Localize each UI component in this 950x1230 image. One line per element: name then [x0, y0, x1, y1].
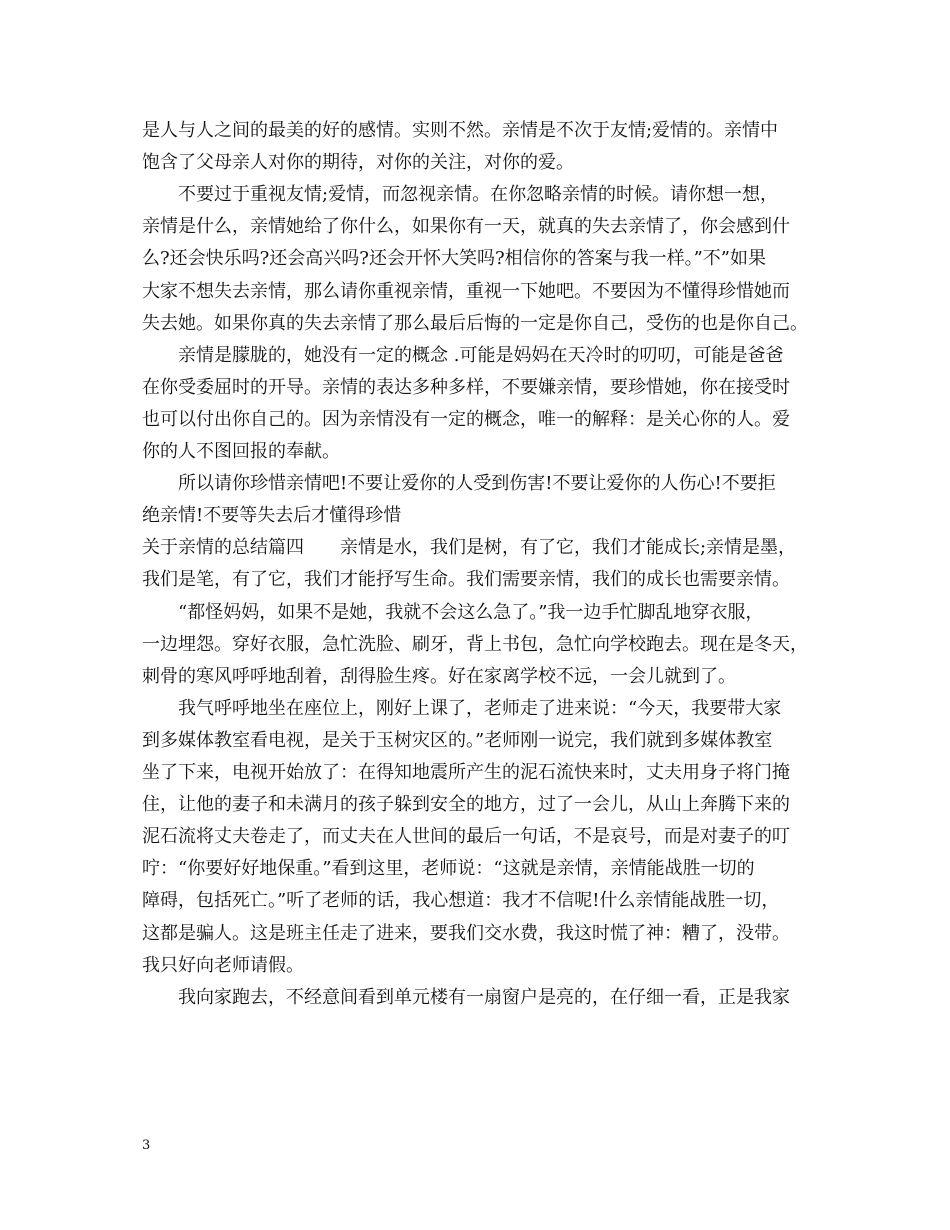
text-line: 所以请你珍惜亲情吧!不要让爱你的人受到伤害!不要让爱你的人伤心!不要拒 [178, 473, 776, 495]
text-line: 我只好向老师请假。 [142, 954, 304, 976]
text-line: 不要过于重视友情;爱情，而忽视亲情。在你忽略亲情的时候。请你想一想， [178, 184, 779, 206]
text-line: 我气呼呼地坐在座位上，刚好上课了，老师走了进来说：“今天，我要带大家 [178, 697, 782, 719]
text-line: 失去她。如果你真的失去亲情了那么最后后悔的一定是你自己，受伤的也是你自己。 [142, 312, 808, 334]
text-line: 我们是笔，有了它，我们才能抒写生命。我们需要亲情，我们的成长也需要亲情。 [142, 569, 790, 591]
page-number: 3 [142, 1138, 151, 1153]
text-line: 咛：“你要好好地保重。”看到这里，老师说：“这就是亲情，亲情能战胜一切的 [142, 858, 755, 880]
text-line: 亲情是什么，亲情她给了你什么，如果你有一天，就真的失去亲情了，你会感到什 [142, 216, 790, 238]
text-line: 也可以付出你自己的。因为亲情没有一定的概念，唯一的解释：是关心你的人。爱 [142, 408, 790, 430]
text-line: 关于亲情的总结篇四 亲情是水，我们是树，有了它，我们才能成长;亲情是墨， [142, 537, 797, 559]
text-line: 是人与人之间的最美的好的感情。实则不然。亲情是不次于友情;爱情的。亲情中 [142, 120, 779, 141]
text-line: 障碍，包括死亡。”听了老师的话，我心想道：我才不信呢!什么亲情能战胜一切， [142, 890, 780, 912]
text-line: “都怪妈妈，如果不是她，我就不会这么急了。”我一边手忙脚乱地穿衣服， [178, 601, 764, 623]
text-line: 在你受委屈时的开导。亲情的表达多种多样，不要嫌亲情，要珍惜她，你在接受时 [142, 376, 790, 398]
text-line: 绝亲情!不要等失去后才懂得珍惜 [142, 505, 402, 527]
text-line: 么?还会快乐吗?还会高兴吗?还会开怀大笑吗?相信你的答案与我一样。”不”如果 [142, 248, 767, 270]
text-line: 亲情是朦胧的，她没有一定的概念 .可能是妈妈在天冷时的叨叨，可能是爸爸 [178, 344, 784, 366]
text-line: 刺骨的寒风呼呼地刮着，刮得脸生疼。好在家离学校不远，一会儿就到了。 [142, 665, 736, 687]
text-line: 住，让他的妻子和未满月的孩子躲到安全的地方，过了一会儿，从山上奔腾下来的 [142, 794, 790, 816]
text-line: 你的人不图回报的奉献。 [142, 441, 340, 462]
text-line: 到多媒体教室看电视，是关于玉树灾区的。”老师刚一说完，我们就到多媒体教室 [142, 729, 773, 751]
text-line: 我向家跑去，不经意间看到单元楼有一扇窗户是亮的，在仔细一看，正是我家 [178, 986, 790, 1008]
text-line: 一边埋怨。穿好衣服，急忙洗脸、刷牙，背上书包，急忙向学校跑去。现在是冬天， [142, 633, 808, 655]
text-line: 饱含了父母亲人对你的期待，对你的关注，对你的爱。 [142, 152, 574, 174]
text-line: 这都是骗人。这是班主任走了进来，要我们交水费，我这时慌了神：糟了，没带。 [142, 922, 790, 944]
text-line: 大家不想失去亲情，那么请你重视亲情，重视一下她吧。不要因为不懂得珍惜她而 [142, 280, 790, 302]
text-line: 泥石流将丈夫卷走了，而丈夫在人世间的最后一句话，不是哀号，而是对妻子的叮 [142, 826, 790, 848]
text-line: 坐了下来，电视开始放了：在得知地震所产生的泥石流快来时，丈夫用身子将门掩 [142, 762, 790, 783]
